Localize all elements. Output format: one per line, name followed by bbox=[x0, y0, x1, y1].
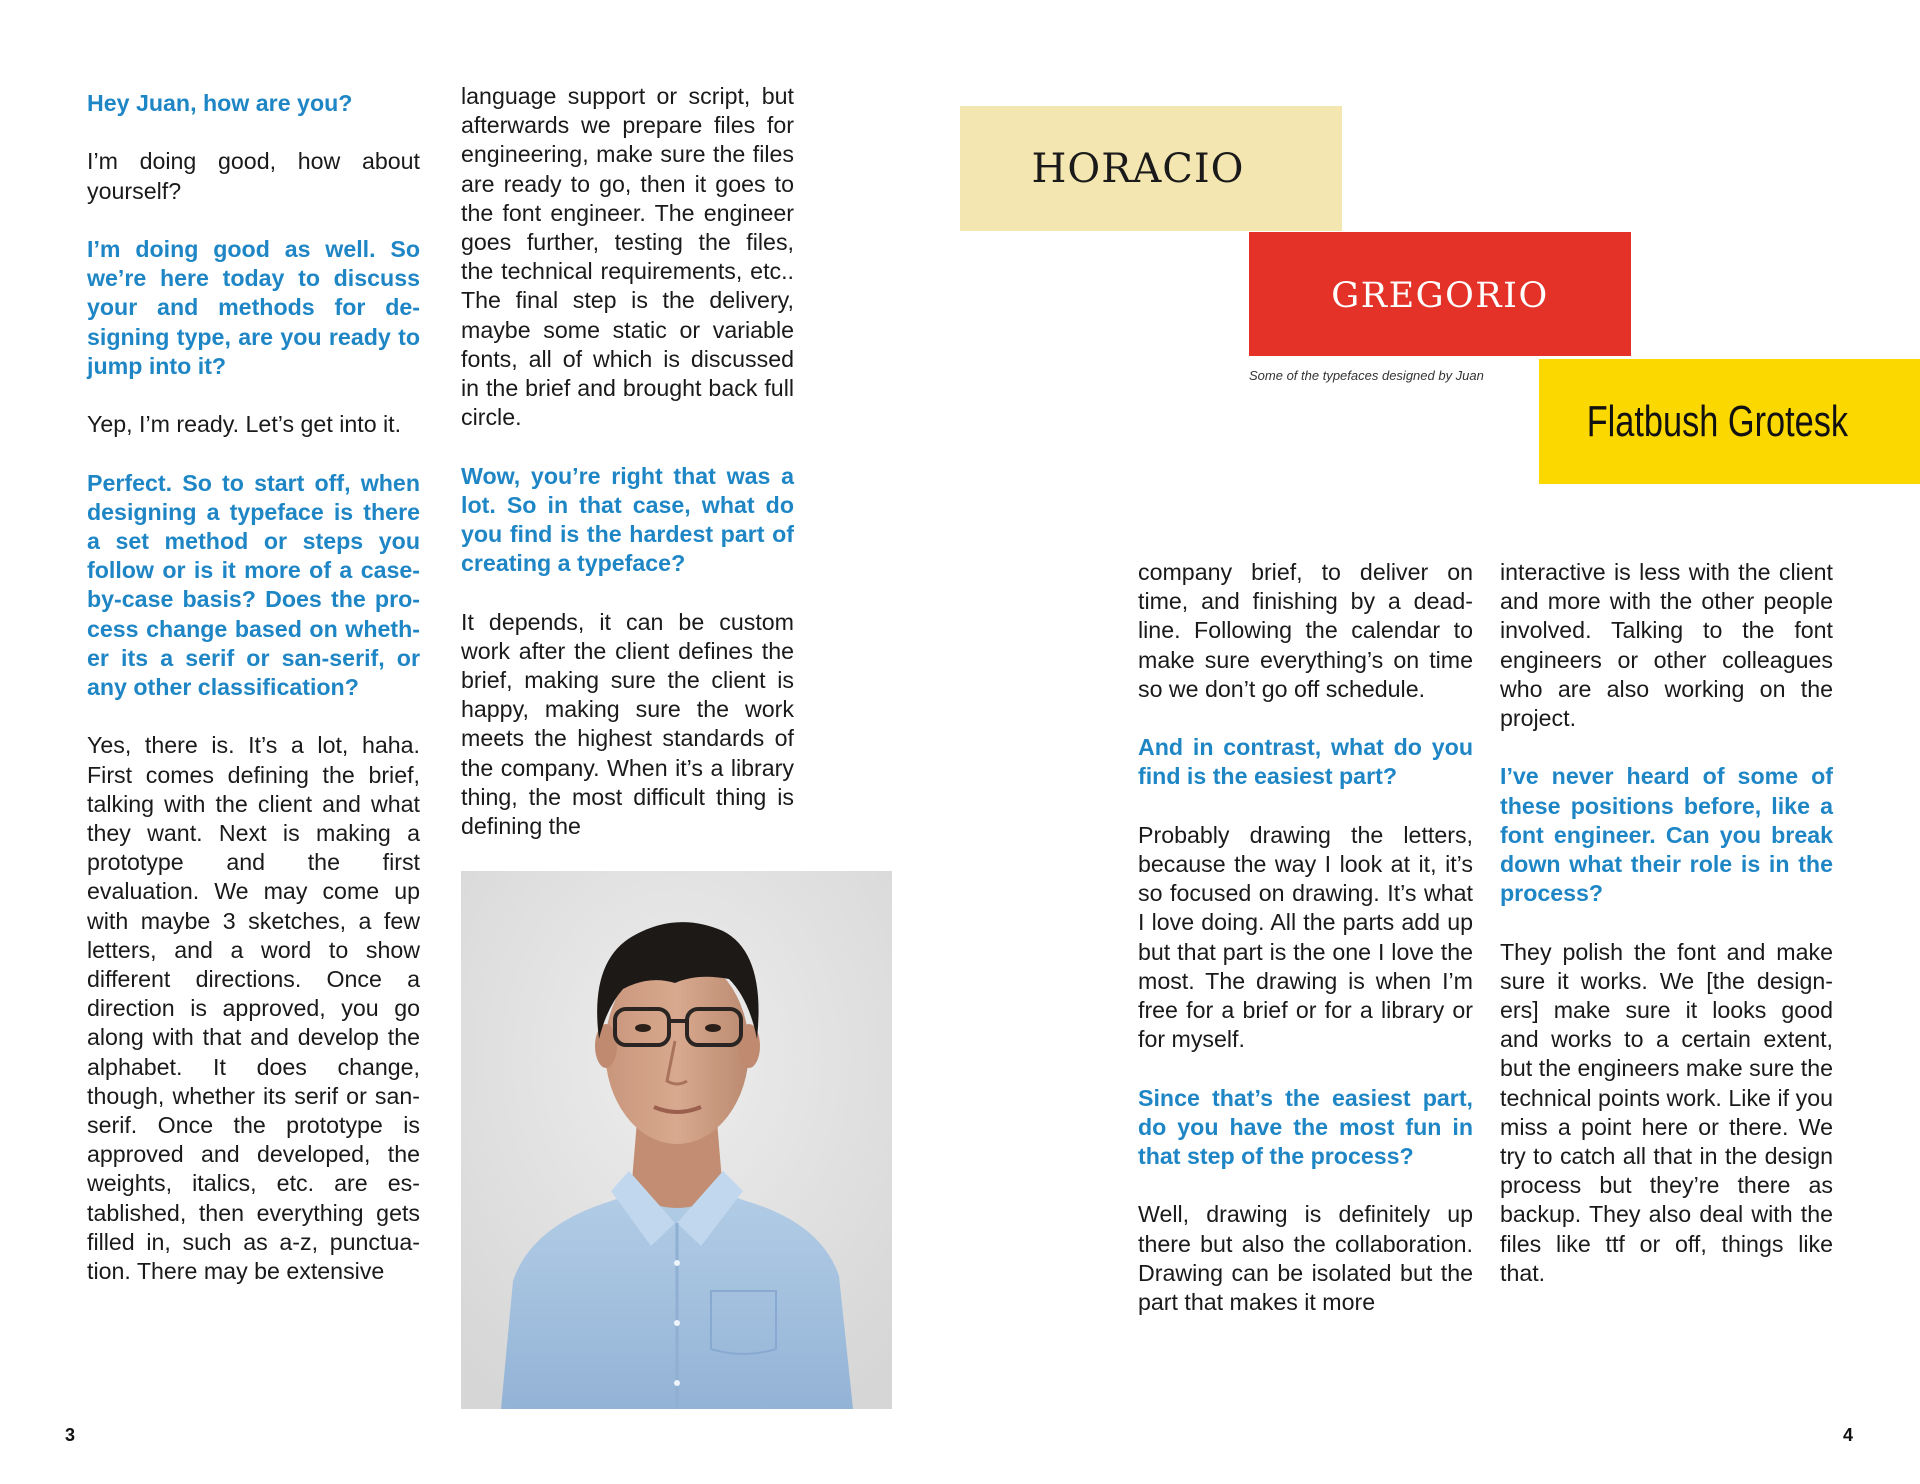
interview-question: I’m doing good as well. So we’re here today to discuss your and methods for designing type, are you ready to jump into it? bbox=[87, 235, 420, 379]
page-number-right: 4 bbox=[1843, 1425, 1854, 1445]
interview-answer: Yes, there is. It’s a lot, haha. First comes defining the brief, talking with the client and what they want. Next is making a prototype and the first evaluation. We may come up with maybe 3 sketches, a few letters, and a word to show different directions. Once a direction is approved, you go along with that and develop the alphabet. It does change, though, whether its serif or san-serif. Once the prototype is approved and developed, the weights, italics, etc. are established, then everything gets filled in, such as a-z, punctuation. There may be extensive bbox=[87, 732, 420, 1285]
interview-question: And in contrast, what do you find is the easiest part? bbox=[1138, 734, 1473, 790]
interview-answer: company brief, to deliver on time, and finishing by a deadline. Following the calendar to make sure everything’s on time so we don’t go off schedule. bbox=[1138, 559, 1473, 702]
interview-answer: Well, drawing is definitely up there but also the collaboration. Drawing can be isolated but the part that makes it more bbox=[1138, 1201, 1473, 1316]
interview-question: Wow, you’re right that was a lot. So in that case, what do you find is the hardest part of creating a typeface? bbox=[461, 462, 794, 577]
interview-answer: language support or script, but afterwards we prepare files for engineering, make sure the files are ready to go, then it goes to the font engineer. The engineer goes further, testing the files, the technical requirements, etc.. The final step is the delivery, maybe some static or variable fonts, all of which is discussed in the brief and brought back full circle. bbox=[461, 83, 794, 431]
typeface-block-flatbush bbox=[1539, 359, 1920, 484]
interview-question: Hey Juan, how are you? bbox=[87, 90, 353, 116]
interview-answer: They polish the font and make sure it works. We [the designers] make sure it looks good and works to a certain extent, but the engineers make sure the technical points work. Like if you miss a point here or there. We try to catch all that in the design process but they’re there as backup. They also deal with the files like ttf or off, things like that. bbox=[1500, 938, 1833, 1286]
interview-question: Perfect. So to start off, when designing a typeface is there a set method or steps you follow or is it more of a case-by-case basis? Does the process change based on whether its a serif or san-serif, or any other classification? bbox=[87, 469, 420, 700]
typeface-name: GREGORIO bbox=[1331, 276, 1549, 316]
page-number-left: 3 bbox=[65, 1425, 76, 1445]
right-column-1 bbox=[1138, 558, 1473, 1317]
interview-answer: I’m doing good, how about yourself? bbox=[87, 148, 420, 204]
right-column-2 bbox=[1500, 558, 1833, 1288]
portrait-photo bbox=[461, 871, 892, 1409]
interview-question: I’ve never heard of some of these positions before, like a font engineer. Can you break down what their role is in the process? bbox=[1500, 763, 1833, 907]
left-column-2 bbox=[461, 82, 794, 841]
typeface-caption: Some of the typefaces designed by Juan bbox=[1249, 368, 1484, 383]
interview-answer: interactive is less with the client and more with the other people involved. Talking to the font engineers or other colleagues who are also working on the project. bbox=[1500, 559, 1833, 732]
left-column-1 bbox=[87, 89, 420, 1286]
typeface-block-gregorio bbox=[1249, 232, 1631, 356]
interview-answer: It depends, it can be custom work after the client defines the brief, making sure the client is happy, making sure the work meets the highest standards of the company. When it’s a library thing, the most difficult thing is defining the bbox=[461, 608, 794, 840]
interview-answer: Yep, I’m ready. Let’s get into it. bbox=[87, 411, 402, 438]
interview-question: Since that’s the easiest part, do you have the most fun in that step of the process? bbox=[1138, 1084, 1473, 1170]
typeface-block-horacio bbox=[960, 106, 1342, 231]
typeface-name: Flatbush Grotesk bbox=[1586, 396, 1848, 446]
interview-answer: Probably drawing the letters, because the way I look at it, it’s so focused on drawing. It’s what I love doing. All the parts add up but that part is the one I love the most. The drawing is when I’m free for a brief or for a library or for myself. bbox=[1138, 821, 1473, 1053]
typeface-name: HORACIO bbox=[1031, 145, 1245, 192]
